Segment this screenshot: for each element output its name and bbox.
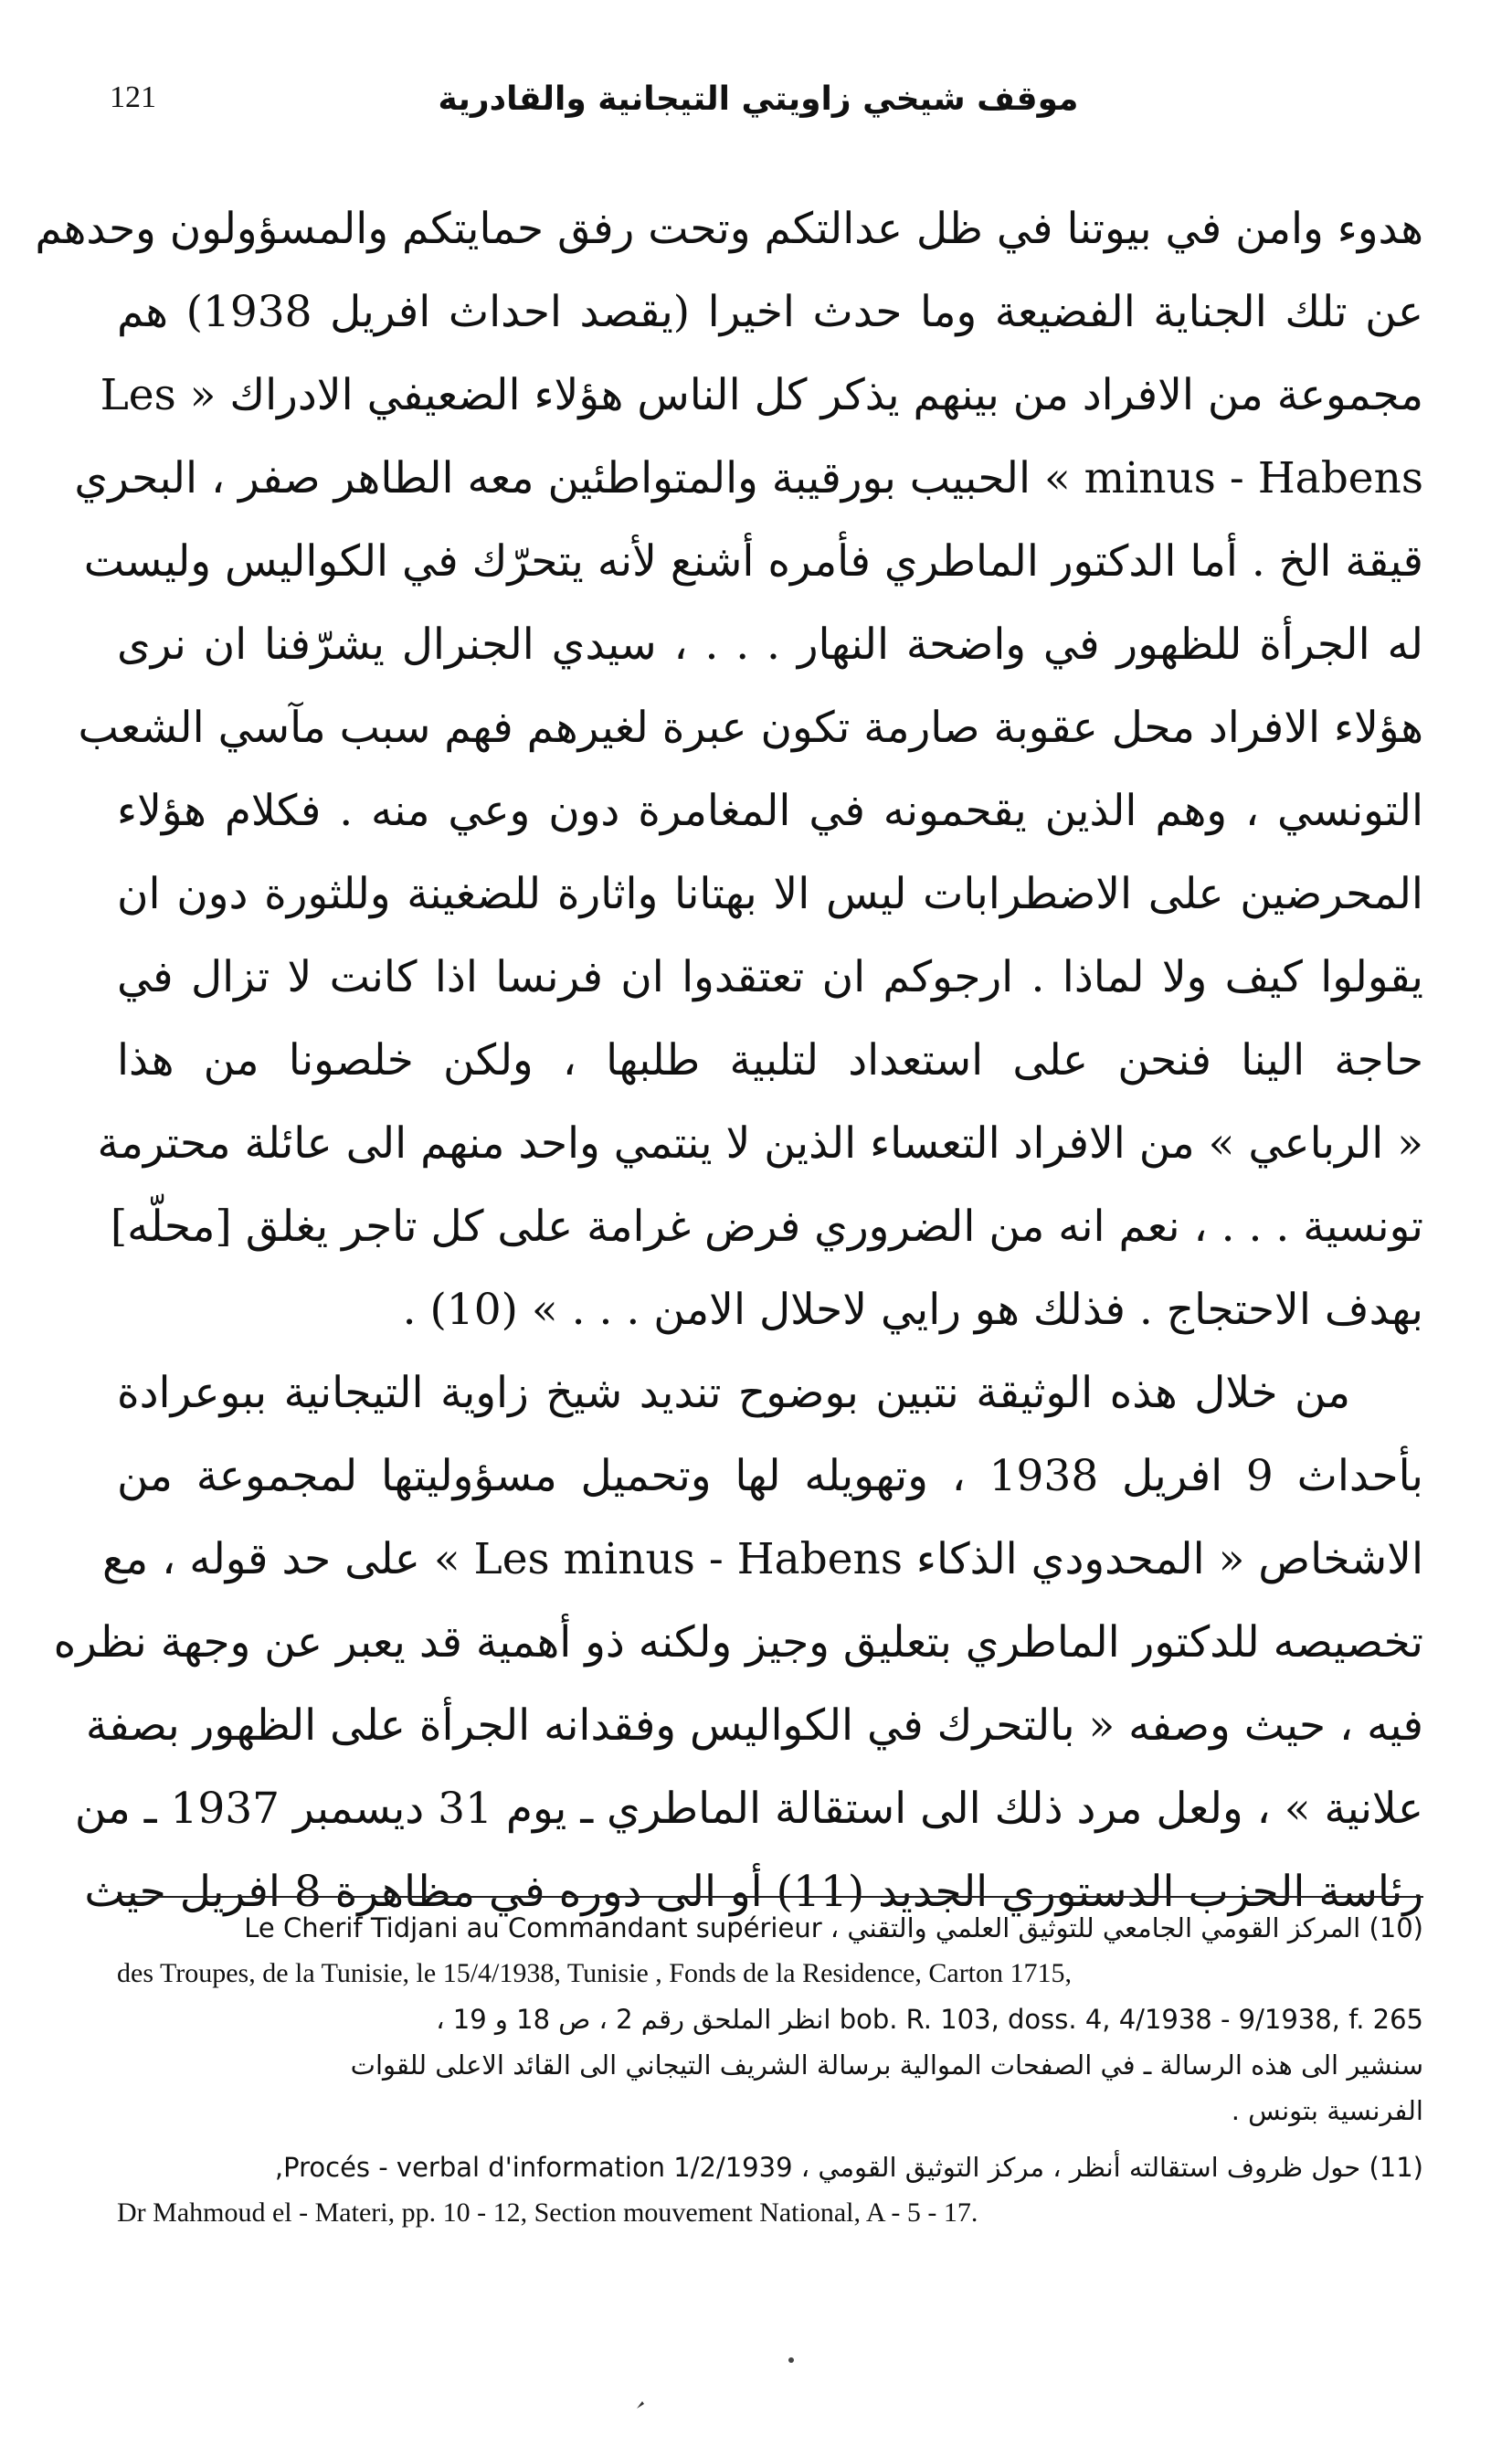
footnote-separator xyxy=(117,1896,1423,1898)
body-line: « الرباعي » من الافراد التعساء الذين لا ينتمي واحد منهم الى عائلة محترمة xyxy=(97,1118,1423,1169)
body-line: هؤلاء الافراد محل عقوبة صارمة تكون عبرة لغيرهم فهم سبب مآسي الشعب xyxy=(78,703,1423,753)
footnote-10-line: (10) المركز القومي الجامعي للتوثيق العلمي والتقني ، Le Cherif Tidjani au Commandant supérieur xyxy=(244,1912,1423,1943)
body-line: حاجة الينا فنحن على استعداد لتلبية طلبها ، ولكن خلصونا من هذا xyxy=(117,1035,1423,1085)
footnote-11-line: Dr Mahmoud el - Materi, pp. 10 - 12, Section mouvement National, A - 5 - 17. xyxy=(117,2197,978,2228)
body-line: الاشخاص « المحدودي الذكاء Les minus - Habens » على حد قوله ، مع xyxy=(102,1534,1423,1584)
scan-speck xyxy=(788,2357,794,2363)
body-line: قيقة الخ . أما الدكتور الماطري فأمره أشنع لأنه يتحرّك في الكواليس وليست xyxy=(83,536,1423,587)
body-line: هدوء وامن في بيوتنا في ظل عدالتكم وتحت رفق حمايتكم والمسؤولون وحدهم xyxy=(35,204,1423,254)
scan-speck xyxy=(637,2401,644,2409)
body-text xyxy=(35,187,1423,1933)
body-line: minus - Habens » الحبيب بورقيبة والمتواطئين معه الطاهر صفر ، البحري xyxy=(74,453,1423,503)
body-line: بهدف الاحتجاج . فذلك هو رايي لاحلال الامن . . . » (10) . xyxy=(402,1285,1423,1335)
footnote-11-line: (11) حول ظروف استقالته أنظر ، مركز التوثيق القومي ، Procés - verbal d'information 1/2/1939, xyxy=(274,2152,1423,2183)
body-line: فيه ، حيث وصفه « بالتحرك في الكواليس وفقدانه الجرأة على الظهور بصفة xyxy=(85,1700,1423,1751)
page-header xyxy=(110,80,1407,135)
body-line: عن تلك الجناية الفضيعة وما حدث اخيرا (يقصد احداث افريل 1938) هم xyxy=(117,287,1423,337)
body-line: المحرضين على الاضطرابات ليس الا بهتانا واثارة للضغينة وللثورة دون ان xyxy=(117,869,1423,919)
footnote-10-line: bob. R. 103, doss. 4, 4/1938 - 9/1938, f. 265 انظر الملحق رقم 2 ، ص 18 و 19 ، xyxy=(436,2004,1423,2035)
body-line: تخصيصه للدكتور الماطري بتعليق وجيز ولكنه ذو أهمية قد يعبر عن وجهة نظره xyxy=(53,1617,1423,1668)
page-number: 121 xyxy=(110,80,156,114)
body-line: التونسي ، وهم الذين يقحمونه في المغامرة دون وعي منه . فكلام هؤلاء xyxy=(117,786,1423,836)
footnote-10-line: الفرنسية بتونس . xyxy=(1231,2095,1423,2126)
footnote-10-line: des Troupes, de la Tunisie, le 15/4/1938, Tunisie , Fonds de la Residence, Carton 1715, xyxy=(117,1958,1073,1988)
running-title: موقف شيخي زاويتي التيجانية والقادرية xyxy=(438,80,1079,118)
body-line: له الجرأة للظهور في واضحة النهار . . . ، سيدي الجنرال يشرّفنا ان نرى xyxy=(117,619,1423,670)
paragraph-start-line: من خلال هذه الوثيقة نتبين بوضوح تنديد شيخ زاوية التيجانية ببوعرادة xyxy=(117,1368,1350,1418)
body-line: تونسية . . . ، نعم انه من الضروري فرض غرامة على كل تاجر يغلق [محلّه] xyxy=(110,1202,1423,1252)
body-line: يقولوا كيف ولا لماذا . ارجوكم ان تعتقدوا ان فرنسا اذا كانت لا تزال في xyxy=(117,952,1423,1002)
body-line: علانية » ، ولعل مرد ذلك الى استقالة الماطري ـ يوم 31 ديسمبر 1937 ـ من xyxy=(74,1784,1423,1834)
footnote-10-line: سنشير الى هذه الرسالة ـ في الصفحات الموالية برسالة الشريف التيجاني الى القائد الاعلى للقوات xyxy=(350,2049,1423,2081)
body-line: مجموعة من الافراد من بينهم يذكر كل الناس هؤلاء الضعيفي الادراك « Les xyxy=(100,370,1423,420)
footnote-gap xyxy=(117,2134,1423,2144)
footnotes xyxy=(117,1905,1423,2236)
body-line: بأحداث 9 افريل 1938 ، وتهويله لها وتحميل مسؤوليتها لمجموعة من xyxy=(117,1451,1423,1501)
body-line: رئاسة الحزب الدستوري الجديد (11) أو الى دوره في مظاهرة 8 افريل حيث xyxy=(84,1867,1423,1917)
